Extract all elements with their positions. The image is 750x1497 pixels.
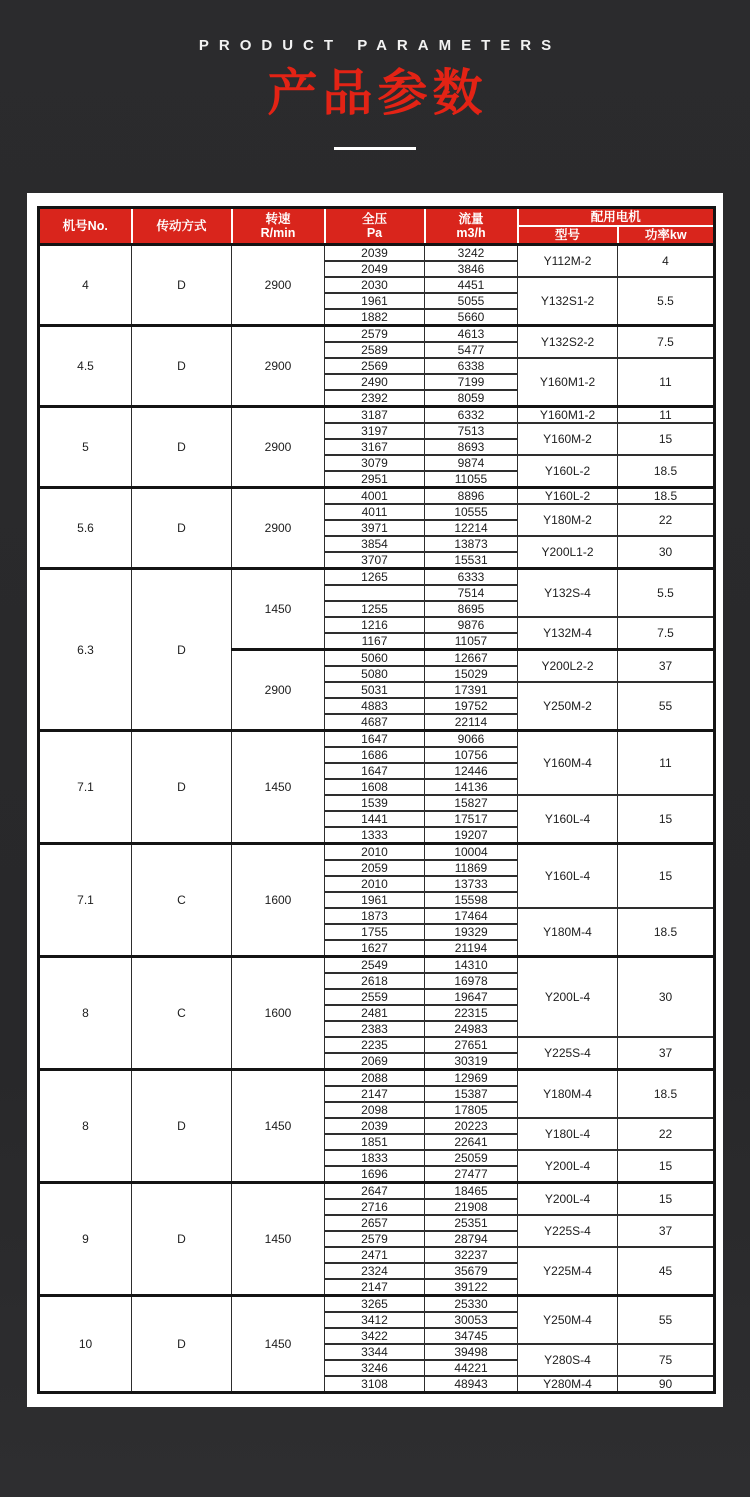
flow-cell: 15029 bbox=[425, 666, 518, 682]
motor-power-cell: 15 bbox=[618, 423, 715, 455]
motor-power-cell: 18.5 bbox=[618, 455, 715, 488]
motor-power-cell: 7.5 bbox=[618, 617, 715, 650]
pressure-cell: 1255 bbox=[325, 601, 425, 617]
header-model-no: 机号No. bbox=[39, 208, 132, 245]
header-speed bbox=[232, 208, 325, 245]
pressure-cell: 2618 bbox=[325, 973, 425, 989]
flow-cell: 5660 bbox=[425, 309, 518, 326]
model-no-cell: 10 bbox=[39, 1296, 132, 1393]
pressure-cell: 2098 bbox=[325, 1102, 425, 1118]
motor-power-cell: 75 bbox=[618, 1344, 715, 1376]
flow-cell: 15531 bbox=[425, 552, 518, 569]
motor-model-cell: Y280S-4 bbox=[518, 1344, 618, 1376]
header-drive: 传动方式 bbox=[132, 208, 232, 245]
pressure-cell: 1755 bbox=[325, 924, 425, 940]
motor-model-cell: Y180L-4 bbox=[518, 1118, 618, 1150]
motor-model-cell: Y132S2-2 bbox=[518, 326, 618, 359]
table-row bbox=[39, 844, 715, 861]
flow-cell: 5055 bbox=[425, 293, 518, 309]
motor-model-cell: Y160M-2 bbox=[518, 423, 618, 455]
pressure-cell: 3246 bbox=[325, 1360, 425, 1376]
pressure-cell: 3422 bbox=[325, 1328, 425, 1344]
speed-cell: 1600 bbox=[232, 957, 325, 1070]
motor-power-cell: 18.5 bbox=[618, 1070, 715, 1119]
model-no-cell: 5 bbox=[39, 407, 132, 488]
motor-power-cell: 15 bbox=[618, 1183, 715, 1216]
model-no-cell: 8 bbox=[39, 957, 132, 1070]
motor-power-cell: 55 bbox=[618, 1296, 715, 1345]
pressure-cell: 4011 bbox=[325, 504, 425, 520]
flow-cell: 25351 bbox=[425, 1215, 518, 1231]
pressure-cell: 1627 bbox=[325, 940, 425, 957]
flow-cell: 17517 bbox=[425, 811, 518, 827]
motor-power-cell: 30 bbox=[618, 957, 715, 1038]
drive-mode-cell: D bbox=[132, 407, 232, 488]
model-no-cell: 4 bbox=[39, 245, 132, 326]
flow-cell: 13873 bbox=[425, 536, 518, 552]
motor-model-cell: Y200L2-2 bbox=[518, 650, 618, 683]
drive-mode-cell: D bbox=[132, 731, 232, 844]
drive-mode-cell: D bbox=[132, 245, 232, 326]
speed-cell: 2900 bbox=[232, 326, 325, 407]
motor-model-cell: Y160M1-2 bbox=[518, 358, 618, 407]
motor-model-cell: Y132S-4 bbox=[518, 569, 618, 618]
model-no-cell: 7.1 bbox=[39, 731, 132, 844]
pressure-cell: 2059 bbox=[325, 860, 425, 876]
motor-power-cell: 11 bbox=[618, 407, 715, 424]
motor-power-cell: 18.5 bbox=[618, 488, 715, 505]
table-header-row-1 bbox=[39, 208, 715, 227]
flow-cell: 14136 bbox=[425, 779, 518, 795]
flow-cell: 18465 bbox=[425, 1183, 518, 1200]
motor-model-cell: Y160L-4 bbox=[518, 795, 618, 844]
motor-model-cell: Y132M-4 bbox=[518, 617, 618, 650]
flow-cell: 6333 bbox=[425, 569, 518, 586]
drive-mode-cell: D bbox=[132, 1070, 232, 1183]
flow-cell: 21194 bbox=[425, 940, 518, 957]
flow-cell: 16978 bbox=[425, 973, 518, 989]
pressure-cell: 2147 bbox=[325, 1086, 425, 1102]
eyebrow-title: PRODUCT PARAMETERS bbox=[198, 37, 562, 54]
motor-power-cell: 55 bbox=[618, 682, 715, 731]
motor-power-cell: 11 bbox=[618, 731, 715, 796]
speed-cell: 2900 bbox=[232, 650, 325, 731]
pressure-cell: 3079 bbox=[325, 455, 425, 471]
pressure-cell: 1647 bbox=[325, 731, 425, 748]
speed-cell: 1450 bbox=[232, 1183, 325, 1296]
speed-cell: 1450 bbox=[232, 731, 325, 844]
model-no-cell: 4.5 bbox=[39, 326, 132, 407]
drive-mode-cell: C bbox=[132, 957, 232, 1070]
motor-power-cell: 18.5 bbox=[618, 908, 715, 957]
pressure-cell: 2549 bbox=[325, 957, 425, 974]
motor-model-cell: Y160M-4 bbox=[518, 731, 618, 796]
parameters-panel bbox=[27, 193, 723, 1407]
pressure-cell: 2147 bbox=[325, 1279, 425, 1296]
drive-mode-cell: D bbox=[132, 1183, 232, 1296]
flow-cell: 12667 bbox=[425, 650, 518, 667]
pressure-cell: 1216 bbox=[325, 617, 425, 633]
flow-cell: 3846 bbox=[425, 261, 518, 277]
pressure-cell: 2039 bbox=[325, 245, 425, 262]
flow-cell: 35679 bbox=[425, 1263, 518, 1279]
table-header bbox=[39, 208, 715, 245]
pressure-cell: 1686 bbox=[325, 747, 425, 763]
flow-cell: 20223 bbox=[425, 1118, 518, 1134]
table-row bbox=[39, 1183, 715, 1200]
flow-cell: 10004 bbox=[425, 844, 518, 861]
pressure-cell: 1647 bbox=[325, 763, 425, 779]
flow-cell: 44221 bbox=[425, 1360, 518, 1376]
table-row bbox=[39, 1296, 715, 1313]
pressure-cell: 3344 bbox=[325, 1344, 425, 1360]
pressure-cell: 2010 bbox=[325, 844, 425, 861]
header-motor-model: 型号 bbox=[518, 226, 618, 245]
flow-cell: 3242 bbox=[425, 245, 518, 262]
header-pressure bbox=[325, 208, 425, 245]
parameters-table bbox=[37, 206, 716, 1394]
flow-cell: 9066 bbox=[425, 731, 518, 748]
drive-mode-cell: D bbox=[132, 488, 232, 569]
model-no-cell: 7.1 bbox=[39, 844, 132, 957]
motor-model-cell: Y160L-4 bbox=[518, 844, 618, 909]
flow-cell: 11057 bbox=[425, 633, 518, 650]
pressure-cell bbox=[325, 585, 425, 601]
flow-cell: 25059 bbox=[425, 1150, 518, 1166]
motor-power-cell: 90 bbox=[618, 1376, 715, 1393]
flow-cell: 30319 bbox=[425, 1053, 518, 1070]
header-motor-power: 功率kw bbox=[618, 226, 715, 245]
pressure-cell: 3707 bbox=[325, 552, 425, 569]
pressure-cell: 1961 bbox=[325, 293, 425, 309]
table-row bbox=[39, 1070, 715, 1087]
motor-power-cell: 11 bbox=[618, 358, 715, 407]
table-row bbox=[39, 569, 715, 586]
flow-cell: 15387 bbox=[425, 1086, 518, 1102]
header-flow bbox=[425, 208, 518, 245]
flow-cell: 17464 bbox=[425, 908, 518, 924]
flow-cell: 22114 bbox=[425, 714, 518, 731]
pressure-cell: 2559 bbox=[325, 989, 425, 1005]
flow-cell: 39498 bbox=[425, 1344, 518, 1360]
header-pressure-line1: 全压 bbox=[361, 212, 387, 226]
flow-cell: 4451 bbox=[425, 277, 518, 293]
flow-cell: 27477 bbox=[425, 1166, 518, 1183]
pressure-cell: 2471 bbox=[325, 1247, 425, 1263]
pressure-cell: 2490 bbox=[325, 374, 425, 390]
motor-power-cell: 37 bbox=[618, 1215, 715, 1247]
motor-model-cell: Y160M1-2 bbox=[518, 407, 618, 424]
flow-cell: 6338 bbox=[425, 358, 518, 374]
table-row bbox=[39, 957, 715, 974]
pressure-cell: 2010 bbox=[325, 876, 425, 892]
flow-cell: 12214 bbox=[425, 520, 518, 536]
pressure-cell: 2657 bbox=[325, 1215, 425, 1231]
motor-power-cell: 5.5 bbox=[618, 277, 715, 326]
motor-model-cell: Y200L-4 bbox=[518, 957, 618, 1038]
flow-cell: 19647 bbox=[425, 989, 518, 1005]
motor-power-cell: 37 bbox=[618, 1037, 715, 1070]
motor-model-cell: Y200L-4 bbox=[518, 1150, 618, 1183]
motor-model-cell: Y225M-4 bbox=[518, 1247, 618, 1296]
flow-cell: 32237 bbox=[425, 1247, 518, 1263]
flow-cell: 4613 bbox=[425, 326, 518, 343]
header-pressure-line2: Pa bbox=[366, 226, 383, 240]
motor-model-cell: Y160L-2 bbox=[518, 488, 618, 505]
drive-mode-cell: C bbox=[132, 844, 232, 957]
pressure-cell: 2579 bbox=[325, 1231, 425, 1247]
pressure-cell: 3187 bbox=[325, 407, 425, 424]
header-motor-group: 配用电机 bbox=[518, 208, 715, 227]
motor-model-cell: Y180M-4 bbox=[518, 908, 618, 957]
motor-model-cell: Y200L-4 bbox=[518, 1183, 618, 1216]
pressure-cell: 5031 bbox=[325, 682, 425, 698]
table-row bbox=[39, 245, 715, 262]
pressure-cell: 2579 bbox=[325, 326, 425, 343]
pressure-cell: 3412 bbox=[325, 1312, 425, 1328]
motor-power-cell: 22 bbox=[618, 1118, 715, 1150]
flow-cell: 27651 bbox=[425, 1037, 518, 1053]
pressure-cell: 2030 bbox=[325, 277, 425, 293]
motor-model-cell: Y132S1-2 bbox=[518, 277, 618, 326]
pressure-cell: 1833 bbox=[325, 1150, 425, 1166]
motor-model-cell: Y180M-4 bbox=[518, 1070, 618, 1119]
pressure-cell: 4883 bbox=[325, 698, 425, 714]
flow-cell: 13733 bbox=[425, 876, 518, 892]
flow-cell: 17805 bbox=[425, 1102, 518, 1118]
motor-model-cell: Y180M-2 bbox=[518, 504, 618, 536]
motor-power-cell: 15 bbox=[618, 1150, 715, 1183]
pressure-cell: 4001 bbox=[325, 488, 425, 505]
flow-cell: 22315 bbox=[425, 1005, 518, 1021]
speed-cell: 1600 bbox=[232, 844, 325, 957]
speed-cell: 1450 bbox=[232, 569, 325, 650]
flow-cell: 25330 bbox=[425, 1296, 518, 1313]
pressure-cell: 3854 bbox=[325, 536, 425, 552]
pressure-cell: 2647 bbox=[325, 1183, 425, 1200]
flow-cell: 5477 bbox=[425, 342, 518, 358]
pressure-cell: 2324 bbox=[325, 1263, 425, 1279]
model-no-cell: 5.6 bbox=[39, 488, 132, 569]
flow-cell: 8059 bbox=[425, 390, 518, 407]
motor-model-cell: Y250M-4 bbox=[518, 1296, 618, 1345]
pressure-cell: 4687 bbox=[325, 714, 425, 731]
speed-cell: 1450 bbox=[232, 1070, 325, 1183]
pressure-cell: 5080 bbox=[325, 666, 425, 682]
flow-cell: 19207 bbox=[425, 827, 518, 844]
pressure-cell: 1882 bbox=[325, 309, 425, 326]
flow-cell: 11055 bbox=[425, 471, 518, 488]
pressure-cell: 5060 bbox=[325, 650, 425, 667]
pressure-cell: 2383 bbox=[325, 1021, 425, 1037]
pressure-cell: 2716 bbox=[325, 1199, 425, 1215]
table-row bbox=[39, 488, 715, 505]
flow-cell: 15827 bbox=[425, 795, 518, 811]
pressure-cell: 1873 bbox=[325, 908, 425, 924]
header-flow-line2: m3/h bbox=[456, 226, 486, 240]
pressure-cell: 1851 bbox=[325, 1134, 425, 1150]
motor-power-cell: 22 bbox=[618, 504, 715, 536]
pressure-cell: 2069 bbox=[325, 1053, 425, 1070]
flow-cell: 34745 bbox=[425, 1328, 518, 1344]
pressure-cell: 2589 bbox=[325, 342, 425, 358]
flow-cell: 22641 bbox=[425, 1134, 518, 1150]
page-title: 产品参数 bbox=[267, 65, 488, 121]
flow-cell: 7513 bbox=[425, 423, 518, 439]
motor-power-cell: 7.5 bbox=[618, 326, 715, 359]
flow-cell: 24983 bbox=[425, 1021, 518, 1037]
flow-cell: 15598 bbox=[425, 892, 518, 908]
flow-cell: 8896 bbox=[425, 488, 518, 505]
motor-model-cell: Y160L-2 bbox=[518, 455, 618, 488]
header-speed-line1: 转速 bbox=[265, 212, 291, 226]
speed-cell: 1450 bbox=[232, 1296, 325, 1393]
header-flow-line1: 流量 bbox=[458, 212, 484, 226]
pressure-cell: 3971 bbox=[325, 520, 425, 536]
pressure-cell: 1167 bbox=[325, 633, 425, 650]
speed-cell: 2900 bbox=[232, 488, 325, 569]
drive-mode-cell: D bbox=[132, 1296, 232, 1393]
flow-cell: 10555 bbox=[425, 504, 518, 520]
flow-cell: 9874 bbox=[425, 455, 518, 471]
pressure-cell: 3108 bbox=[325, 1376, 425, 1393]
motor-power-cell: 15 bbox=[618, 795, 715, 844]
flow-cell: 6332 bbox=[425, 407, 518, 424]
flow-cell: 9876 bbox=[425, 617, 518, 633]
pressure-cell: 1333 bbox=[325, 827, 425, 844]
flow-cell: 14310 bbox=[425, 957, 518, 974]
pressure-cell: 1441 bbox=[325, 811, 425, 827]
pressure-cell: 2088 bbox=[325, 1070, 425, 1087]
motor-power-cell: 37 bbox=[618, 650, 715, 683]
pressure-cell: 2951 bbox=[325, 471, 425, 488]
table-row bbox=[39, 731, 715, 748]
motor-model-cell: Y200L1-2 bbox=[518, 536, 618, 569]
header-speed-line2: R/min bbox=[260, 226, 296, 240]
flow-cell: 19329 bbox=[425, 924, 518, 940]
model-no-cell: 8 bbox=[39, 1070, 132, 1183]
table-row bbox=[39, 326, 715, 343]
motor-power-cell: 45 bbox=[618, 1247, 715, 1296]
motor-power-cell: 30 bbox=[618, 536, 715, 569]
model-no-cell: 6.3 bbox=[39, 569, 132, 731]
flow-cell: 48943 bbox=[425, 1376, 518, 1393]
flow-cell: 7199 bbox=[425, 374, 518, 390]
flow-cell: 19752 bbox=[425, 698, 518, 714]
flow-cell: 39122 bbox=[425, 1279, 518, 1296]
title-underline bbox=[334, 147, 416, 150]
drive-mode-cell: D bbox=[132, 326, 232, 407]
pressure-cell: 1539 bbox=[325, 795, 425, 811]
speed-cell: 2900 bbox=[232, 407, 325, 488]
page-header bbox=[0, 0, 750, 193]
pressure-cell: 1696 bbox=[325, 1166, 425, 1183]
flow-cell: 8693 bbox=[425, 439, 518, 455]
motor-model-cell: Y280M-4 bbox=[518, 1376, 618, 1393]
flow-cell: 8695 bbox=[425, 601, 518, 617]
pressure-cell: 2235 bbox=[325, 1037, 425, 1053]
pressure-cell: 2481 bbox=[325, 1005, 425, 1021]
flow-cell: 7514 bbox=[425, 585, 518, 601]
flow-cell: 12446 bbox=[425, 763, 518, 779]
drive-mode-cell: D bbox=[132, 569, 232, 731]
pressure-cell: 2039 bbox=[325, 1118, 425, 1134]
pressure-cell: 3265 bbox=[325, 1296, 425, 1313]
flow-cell: 17391 bbox=[425, 682, 518, 698]
pressure-cell: 1608 bbox=[325, 779, 425, 795]
table-row bbox=[39, 407, 715, 424]
motor-model-cell: Y112M-2 bbox=[518, 245, 618, 278]
flow-cell: 21908 bbox=[425, 1199, 518, 1215]
motor-model-cell: Y250M-2 bbox=[518, 682, 618, 731]
flow-cell: 28794 bbox=[425, 1231, 518, 1247]
flow-cell: 11869 bbox=[425, 860, 518, 876]
flow-cell: 30053 bbox=[425, 1312, 518, 1328]
flow-cell: 10756 bbox=[425, 747, 518, 763]
speed-cell: 2900 bbox=[232, 245, 325, 326]
pressure-cell: 2392 bbox=[325, 390, 425, 407]
flow-cell: 12969 bbox=[425, 1070, 518, 1087]
motor-power-cell: 5.5 bbox=[618, 569, 715, 618]
pressure-cell: 1265 bbox=[325, 569, 425, 586]
motor-power-cell: 4 bbox=[618, 245, 715, 278]
motor-power-cell: 15 bbox=[618, 844, 715, 909]
pressure-cell: 2569 bbox=[325, 358, 425, 374]
pressure-cell: 3167 bbox=[325, 439, 425, 455]
motor-model-cell: Y225S-4 bbox=[518, 1037, 618, 1070]
motor-model-cell: Y225S-4 bbox=[518, 1215, 618, 1247]
model-no-cell: 9 bbox=[39, 1183, 132, 1296]
pressure-cell: 3197 bbox=[325, 423, 425, 439]
pressure-cell: 2049 bbox=[325, 261, 425, 277]
table-body bbox=[39, 245, 715, 1393]
pressure-cell: 1961 bbox=[325, 892, 425, 908]
